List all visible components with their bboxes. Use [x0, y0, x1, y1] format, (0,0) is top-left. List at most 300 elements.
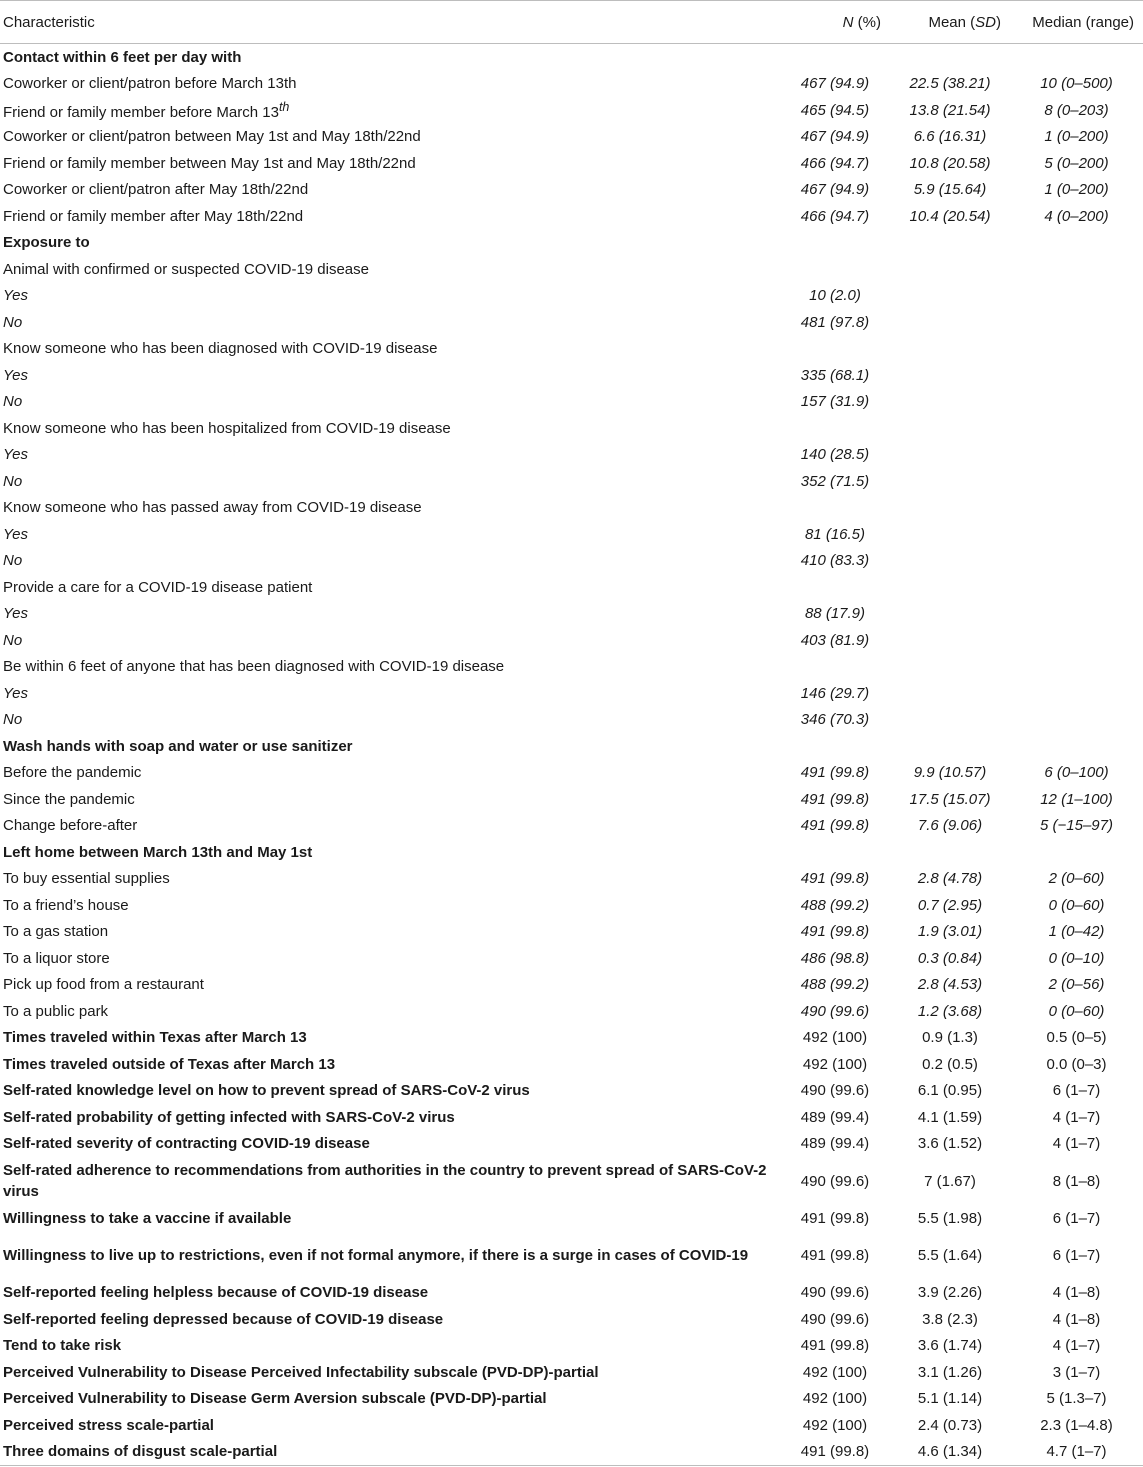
characteristic-label: Know someone who has been diagnosed with COVID-19 disease	[3, 340, 438, 358]
characteristic-label: Self-rated severity of contracting COVID-19 disease	[3, 1135, 370, 1153]
table-row	[0, 548, 1143, 575]
characteristic-cell	[0, 1078, 780, 1105]
n-pct-cell: 491 (99.8)	[780, 1439, 890, 1466]
characteristic-cell	[0, 786, 780, 813]
characteristic-cell	[0, 230, 780, 257]
mean-sd-cell: 5.9 (15.64)	[913, 181, 987, 199]
median-range-cell: 4 (1–7)	[1052, 1135, 1101, 1153]
mean-sd-cell: 6.6 (16.31)	[913, 128, 987, 146]
table-row	[0, 124, 1143, 151]
characteristic-label: Coworker or client/patron between May 1st and May 18th/22nd	[3, 128, 421, 146]
characteristic-cell	[0, 574, 780, 601]
median-range-cell: 3 (1–7)	[1052, 1363, 1101, 1381]
mean-sd-cell: 3.1 (1.26)	[917, 1363, 983, 1381]
median-range-cell	[1010, 283, 1143, 310]
median-range-cell: 5 (−15–97)	[1040, 817, 1113, 835]
mean-sd-cell	[890, 495, 1010, 522]
mean-sd-cell	[890, 442, 1010, 469]
mean-sd-cell: 5.1 (1.14)	[917, 1390, 983, 1408]
n-pct-cell: 491 (99.8)	[800, 1209, 870, 1227]
median-range-cell	[1010, 309, 1143, 336]
section-row	[0, 44, 1143, 71]
table-row	[0, 1025, 1143, 1052]
table-header	[0, 1, 1143, 44]
characteristic-cell	[0, 945, 780, 972]
characteristic-cell	[0, 124, 780, 151]
mean-sd-cell	[890, 521, 1010, 548]
median-range-cell: 4 (1–7)	[1052, 1337, 1101, 1355]
characteristic-cell	[0, 97, 780, 124]
n-pct-cell: 491 (99.8)	[800, 923, 870, 941]
table-row	[0, 680, 1143, 707]
n-pct-cell	[780, 336, 890, 363]
n-pct-cell: 490 (99.6)	[800, 1002, 870, 1020]
characteristic-cell	[0, 442, 780, 469]
characteristic-label: Perceived Vulnerability to Disease Germ Aversion subscale (PVD-DP)-partial	[3, 1390, 547, 1408]
table-row	[0, 71, 1143, 98]
table-row	[0, 945, 1143, 972]
characteristic-label: Yes	[3, 525, 29, 543]
characteristic-cell	[0, 680, 780, 707]
median-range-cell: 0 (0–10)	[1048, 949, 1105, 967]
characteristic-label: Perceived Vulnerability to Disease Perceived Infectability subscale (PVD-DP)-partial	[3, 1363, 599, 1381]
characteristic-cell	[0, 972, 780, 999]
median-range-cell: 10 (0–500)	[1040, 75, 1113, 93]
median-range-cell: 8 (0–203)	[1044, 101, 1109, 119]
table-row	[0, 415, 1143, 442]
characteristic-cell	[0, 71, 780, 98]
characteristic-cell	[0, 627, 780, 654]
median-range-cell	[1010, 389, 1143, 416]
characteristic-label: No	[3, 313, 23, 331]
characteristic-label: No	[3, 552, 23, 570]
mean-sd-cell: 4.6 (1.34)	[890, 1439, 1010, 1466]
median-range-cell	[1010, 839, 1143, 866]
mean-sd-cell: 2.4 (0.73)	[917, 1416, 983, 1434]
characteristic-cell	[0, 733, 780, 760]
n-pct-cell: 403 (81.9)	[800, 631, 870, 649]
table-row	[0, 601, 1143, 628]
mean-sd-cell	[890, 548, 1010, 575]
characteristic-label: Self-rated knowledge level on how to prevent spread of SARS-CoV-2 virus	[3, 1082, 530, 1100]
n-pct-cell: 157 (31.9)	[800, 393, 870, 411]
table-row	[0, 654, 1143, 681]
characteristic-cell	[0, 150, 780, 177]
median-range-cell: 4 (0–200)	[1044, 207, 1109, 225]
characteristic-label: Friend or family member between May 1st and May 18th/22nd	[3, 154, 416, 172]
mean-sd-cell	[890, 654, 1010, 681]
table-row	[0, 1157, 1143, 1205]
mean-sd-cell	[890, 707, 1010, 734]
n-pct-cell: 467 (94.9)	[800, 75, 870, 93]
n-pct-cell: 489 (99.4)	[800, 1108, 870, 1126]
n-pct-cell	[780, 839, 890, 866]
median-range-cell	[1010, 468, 1143, 495]
median-range-cell: 2.3 (1–4.8)	[1040, 1416, 1113, 1434]
characteristic-cell	[0, 336, 780, 363]
characteristic-cell	[0, 919, 780, 946]
characteristic-label: To a liquor store	[3, 949, 110, 967]
mean-sd-cell: 3.8 (2.3)	[922, 1310, 978, 1328]
mean-sd-cell	[890, 680, 1010, 707]
characteristic-label: Yes	[3, 366, 29, 384]
n-pct-cell: 88 (17.9)	[804, 605, 866, 623]
median-range-cell: 0.0 (0–3)	[1046, 1055, 1107, 1073]
median-range-cell: 6 (1–7)	[1052, 1082, 1101, 1100]
n-pct-cell	[780, 495, 890, 522]
table-row	[0, 256, 1143, 283]
table-row	[0, 1333, 1143, 1360]
characteristic-cell	[0, 362, 780, 389]
characteristic-label: Friend or family member before March 13	[3, 104, 279, 122]
median-range-cell	[1010, 627, 1143, 654]
characteristic-cell	[0, 1104, 780, 1131]
mean-sd-cell: 0.7 (2.95)	[917, 896, 983, 914]
n-pct-cell: 490 (99.6)	[800, 1082, 870, 1100]
mean-sd-cell	[890, 336, 1010, 363]
characteristic-label: Self-rated adherence to recommendations from authorities in the country to prevent spread of SARS-CoV-2 virus	[3, 1162, 767, 1200]
mean-sd-cell: 3.9 (2.26)	[917, 1284, 983, 1302]
characteristic-cell	[0, 1232, 780, 1280]
characteristic-label: Coworker or client/patron after May 18th/22nd	[3, 181, 309, 199]
mean-sd-cell: 7.6 (9.06)	[917, 817, 983, 835]
characteristic-label: Pick up food from a restaurant	[3, 976, 204, 994]
n-pct-cell	[780, 733, 890, 760]
mean-sd-cell: 0.3 (0.84)	[917, 949, 983, 967]
mean-sd-cell	[890, 230, 1010, 257]
characteristic-label: Three domains of disgust scale-partial	[3, 1443, 278, 1461]
mean-sd-cell: 5.5 (1.64)	[917, 1247, 983, 1264]
median-range-cell	[1010, 230, 1143, 257]
characteristic-label: Since the pandemic	[3, 790, 135, 808]
table-row	[0, 1131, 1143, 1158]
n-pct-cell: 492 (100)	[802, 1390, 868, 1408]
table-row	[0, 760, 1143, 787]
median-range-cell	[1010, 415, 1143, 442]
characteristic-label: Friend or family member after May 18th/22nd	[3, 207, 304, 225]
mean-sd-cell: 22.5 (38.21)	[909, 75, 991, 93]
characteristic-label: Times traveled outside of Texas after March 13	[3, 1055, 336, 1073]
characteristic-cell	[0, 1333, 780, 1360]
table-row	[0, 574, 1143, 601]
characteristic-cell	[0, 839, 780, 866]
median-range-cell	[1010, 336, 1143, 363]
table-row	[0, 521, 1143, 548]
section-row	[0, 230, 1143, 257]
median-range-cell	[1010, 601, 1143, 628]
median-range-cell	[1010, 495, 1143, 522]
median-range-cell: 4 (1–8)	[1052, 1310, 1101, 1328]
n-pct-cell: 486 (98.8)	[800, 949, 870, 967]
table-row	[0, 177, 1143, 204]
characteristic-cell	[0, 283, 780, 310]
characteristic-cell	[0, 760, 780, 787]
characteristic-cell	[0, 203, 780, 230]
median-range-cell	[1010, 521, 1143, 548]
n-pct-cell: 335 (68.1)	[800, 366, 870, 384]
mean-sd-cell	[890, 839, 1010, 866]
n-pct-cell	[780, 230, 890, 257]
n-pct-cell: 490 (99.6)	[800, 1310, 870, 1328]
characteristic-label: Tend to take risk	[3, 1337, 122, 1355]
n-pct-cell: 489 (99.4)	[800, 1135, 870, 1153]
median-range-cell: 2 (0–60)	[1048, 870, 1105, 888]
characteristic-cell	[0, 813, 780, 840]
median-range-cell	[1010, 654, 1143, 681]
n-pct-cell: 467 (94.9)	[800, 128, 870, 146]
characteristic-label: To a public park	[3, 1002, 109, 1020]
characteristic-label: To a gas station	[3, 923, 109, 941]
characteristic-cell	[0, 892, 780, 919]
mean-sd-cell	[890, 389, 1010, 416]
characteristic-label: Animal with confirmed or suspected COVID-19 disease	[3, 260, 369, 278]
characteristic-label: No	[3, 711, 23, 729]
mean-sd-cell	[890, 627, 1010, 654]
mean-sd-cell: 5.5 (1.98)	[917, 1209, 983, 1227]
characteristic-cell	[0, 1412, 780, 1439]
characteristic-cell	[0, 1386, 780, 1413]
characteristic-label: No	[3, 631, 23, 649]
header-median-range: Median (range)	[1010, 1, 1143, 44]
header-mean-sd: Mean (SD)	[890, 1, 1010, 44]
median-range-cell: 1 (0–42)	[1048, 923, 1105, 941]
n-pct-cell: 492 (100)	[802, 1055, 868, 1073]
table-row	[0, 1232, 1143, 1280]
characteristic-label: Self-reported feeling helpless because of COVID-19 disease	[3, 1284, 429, 1302]
table-row	[0, 866, 1143, 893]
characteristic-label: Willingness to live up to restrictions, even if not formal anymore, if there is a surge in cases of COVID-19	[3, 1247, 749, 1264]
table-row	[0, 389, 1143, 416]
characteristic-label: Yes	[3, 446, 29, 464]
characteristic-cell	[0, 177, 780, 204]
median-range-cell: 1 (0–200)	[1044, 181, 1109, 199]
mean-sd-cell: 4.1 (1.59)	[917, 1108, 983, 1126]
n-pct-cell: 465 (94.5)	[800, 101, 870, 119]
mean-sd-cell	[890, 309, 1010, 336]
n-pct-cell: 346 (70.3)	[800, 711, 870, 729]
n-pct-cell	[780, 415, 890, 442]
n-pct-cell: 410 (83.3)	[800, 552, 870, 570]
mean-sd-cell: 13.8 (21.54)	[909, 101, 991, 119]
median-range-cell: 6 (1–7)	[1052, 1209, 1101, 1227]
mean-sd-cell: 2.8 (4.53)	[917, 976, 983, 994]
table-row	[0, 892, 1143, 919]
table-row	[0, 972, 1143, 999]
n-pct-cell: 492 (100)	[802, 1363, 868, 1381]
mean-sd-cell	[890, 733, 1010, 760]
n-pct-cell: 10 (2.0)	[809, 287, 861, 305]
table-row	[0, 786, 1143, 813]
characteristic-cell	[0, 1359, 780, 1386]
characteristic-cell	[0, 866, 780, 893]
median-range-cell: 4.7 (1–7)	[1010, 1439, 1143, 1466]
n-pct-cell: 488 (99.2)	[800, 896, 870, 914]
characteristic-cell	[0, 521, 780, 548]
table-row	[0, 1359, 1143, 1386]
mean-sd-cell: 0.9 (1.3)	[922, 1029, 978, 1047]
characteristic-label: No	[3, 472, 23, 490]
mean-sd-cell: 1.2 (3.68)	[917, 1002, 983, 1020]
median-range-cell	[1010, 442, 1143, 469]
header-characteristic: Characteristic	[0, 1, 780, 44]
median-range-cell: 8 (1–8)	[1052, 1172, 1101, 1190]
mean-sd-cell: 0.2 (0.5)	[922, 1055, 978, 1073]
mean-sd-cell	[890, 415, 1010, 442]
table-row	[0, 1386, 1143, 1413]
n-pct-cell: 491 (99.8)	[800, 817, 870, 835]
characteristic-label: Change before-after	[3, 817, 138, 835]
characteristic-cell	[0, 495, 780, 522]
table-row	[0, 442, 1143, 469]
table-row	[0, 495, 1143, 522]
median-range-cell: 5 (1.3–7)	[1046, 1390, 1107, 1408]
characteristic-label: Perceived stress scale-partial	[3, 1416, 214, 1434]
median-range-cell: 5 (0–200)	[1044, 154, 1109, 172]
table-body	[0, 44, 1143, 1466]
mean-sd-cell: 7 (1.67)	[924, 1172, 976, 1190]
mean-sd-cell: 10.8 (20.58)	[909, 154, 991, 172]
characteristic-label: Self-rated probability of getting infected with SARS-CoV-2 virus	[3, 1108, 455, 1126]
characteristic-cell	[0, 468, 780, 495]
median-range-cell: 0 (0–60)	[1048, 896, 1105, 914]
median-range-cell: 4 (1–8)	[1052, 1284, 1101, 1302]
table-row	[0, 1412, 1143, 1439]
mean-sd-cell: 3.6 (1.52)	[917, 1135, 983, 1153]
table-row	[0, 1306, 1143, 1333]
mean-sd-cell	[890, 601, 1010, 628]
n-pct-cell: 491 (99.8)	[800, 790, 870, 808]
mean-sd-cell: 3.6 (1.74)	[917, 1337, 983, 1355]
median-range-cell: 1 (0–200)	[1044, 128, 1109, 146]
median-range-cell: 0.5 (0–5)	[1046, 1029, 1107, 1047]
n-pct-cell	[780, 654, 890, 681]
characteristic-cell	[0, 1280, 780, 1307]
header-n-pct: N (%)	[780, 1, 890, 44]
n-pct-cell: 466 (94.7)	[800, 207, 870, 225]
n-pct-cell: 490 (99.6)	[800, 1284, 870, 1302]
mean-sd-cell	[890, 283, 1010, 310]
mean-sd-cell: 17.5 (15.07)	[909, 790, 991, 808]
table-row	[0, 336, 1143, 363]
n-pct-cell	[780, 256, 890, 283]
characteristic-cell	[0, 998, 780, 1025]
median-range-cell: 2 (0–56)	[1048, 976, 1105, 994]
characteristic-label: To buy essential supplies	[3, 870, 170, 888]
n-pct-cell: 492 (100)	[802, 1029, 868, 1047]
characteristic-label: Wash hands with soap and water or use sanitizer	[3, 737, 353, 755]
n-pct-cell: 481 (97.8)	[800, 313, 870, 331]
median-range-cell	[1010, 256, 1143, 283]
characteristic-cell	[0, 1051, 780, 1078]
n-pct-cell: 352 (71.5)	[800, 472, 870, 490]
median-range-cell	[1010, 548, 1143, 575]
section-row	[0, 839, 1143, 866]
median-range-cell: 0 (0–60)	[1048, 1002, 1105, 1020]
n-pct-cell: 490 (99.6)	[800, 1172, 870, 1190]
table-row	[0, 627, 1143, 654]
characteristic-label: Yes	[3, 287, 29, 305]
table-row	[0, 1280, 1143, 1307]
table-row	[0, 150, 1143, 177]
mean-sd-cell	[890, 362, 1010, 389]
mean-sd-cell: 6.1 (0.95)	[917, 1082, 983, 1100]
median-range-cell	[1010, 707, 1143, 734]
characteristic-cell	[0, 1306, 780, 1333]
table-row	[0, 1051, 1143, 1078]
table-row	[0, 203, 1143, 230]
characteristic-label: Be within 6 feet of anyone that has been diagnosed with COVID-19 disease	[3, 658, 505, 676]
median-range-cell: 6 (1–7)	[1052, 1247, 1101, 1264]
superscript: th	[278, 100, 290, 115]
table-row	[0, 362, 1143, 389]
median-range-cell	[1010, 733, 1143, 760]
characteristic-cell	[0, 309, 780, 336]
characteristic-cell	[0, 548, 780, 575]
median-range-cell	[1010, 680, 1143, 707]
characteristic-label: Contact within 6 feet per day with	[3, 48, 242, 66]
characteristic-label: Before the pandemic	[3, 764, 142, 782]
characteristic-label: Yes	[3, 684, 29, 702]
characteristic-label: Provide a care for a COVID-19 disease patient	[3, 578, 313, 596]
table-row	[0, 813, 1143, 840]
median-range-cell	[1010, 44, 1143, 71]
characteristic-label: Left home between March 13th and May 1st	[3, 843, 313, 861]
characteristic-cell	[0, 389, 780, 416]
n-pct-cell: 467 (94.9)	[800, 181, 870, 199]
characteristic-cell	[0, 654, 780, 681]
mean-sd-cell: 10.4 (20.54)	[909, 207, 991, 225]
section-row	[0, 733, 1143, 760]
mean-sd-cell	[890, 256, 1010, 283]
characteristic-label: Exposure to	[3, 234, 90, 252]
mean-sd-cell: 1.9 (3.01)	[917, 923, 983, 941]
n-pct-cell: 140 (28.5)	[800, 446, 870, 464]
characteristic-label: Know someone who has passed away from COVID-19 disease	[3, 499, 422, 517]
characteristic-cell	[0, 601, 780, 628]
n-pct-cell: 491 (99.8)	[800, 1247, 870, 1264]
n-pct-cell: 491 (99.8)	[800, 870, 870, 888]
median-range-cell	[1010, 362, 1143, 389]
table-row	[0, 97, 1143, 124]
table-row	[0, 1078, 1143, 1105]
characteristic-cell	[0, 1439, 780, 1466]
characteristic-cell	[0, 44, 780, 71]
n-pct-cell	[780, 44, 890, 71]
characteristic-cell	[0, 1025, 780, 1052]
characteristic-cell	[0, 1131, 780, 1158]
n-pct-cell: 466 (94.7)	[800, 154, 870, 172]
table-row	[0, 1205, 1143, 1232]
n-pct-cell: 491 (99.8)	[800, 764, 870, 782]
table-row	[0, 468, 1143, 495]
characteristic-cell	[0, 1205, 780, 1232]
median-range-cell	[1010, 574, 1143, 601]
characteristic-label: Yes	[3, 605, 29, 623]
table-row	[0, 1104, 1143, 1131]
table-row	[0, 309, 1143, 336]
mean-sd-cell	[890, 574, 1010, 601]
mean-sd-cell: 9.9 (10.57)	[913, 764, 987, 782]
characteristic-cell	[0, 415, 780, 442]
n-pct-cell: 146 (29.7)	[800, 684, 870, 702]
n-pct-cell: 81 (16.5)	[804, 525, 866, 543]
characteristic-cell	[0, 1157, 780, 1205]
n-pct-cell: 488 (99.2)	[800, 976, 870, 994]
characteristic-label: Times traveled within Texas after March 13	[3, 1029, 307, 1047]
n-pct-cell	[780, 574, 890, 601]
median-range-cell: 6 (0–100)	[1044, 764, 1109, 782]
characteristic-label: Willingness to take a vaccine if available	[3, 1209, 292, 1227]
